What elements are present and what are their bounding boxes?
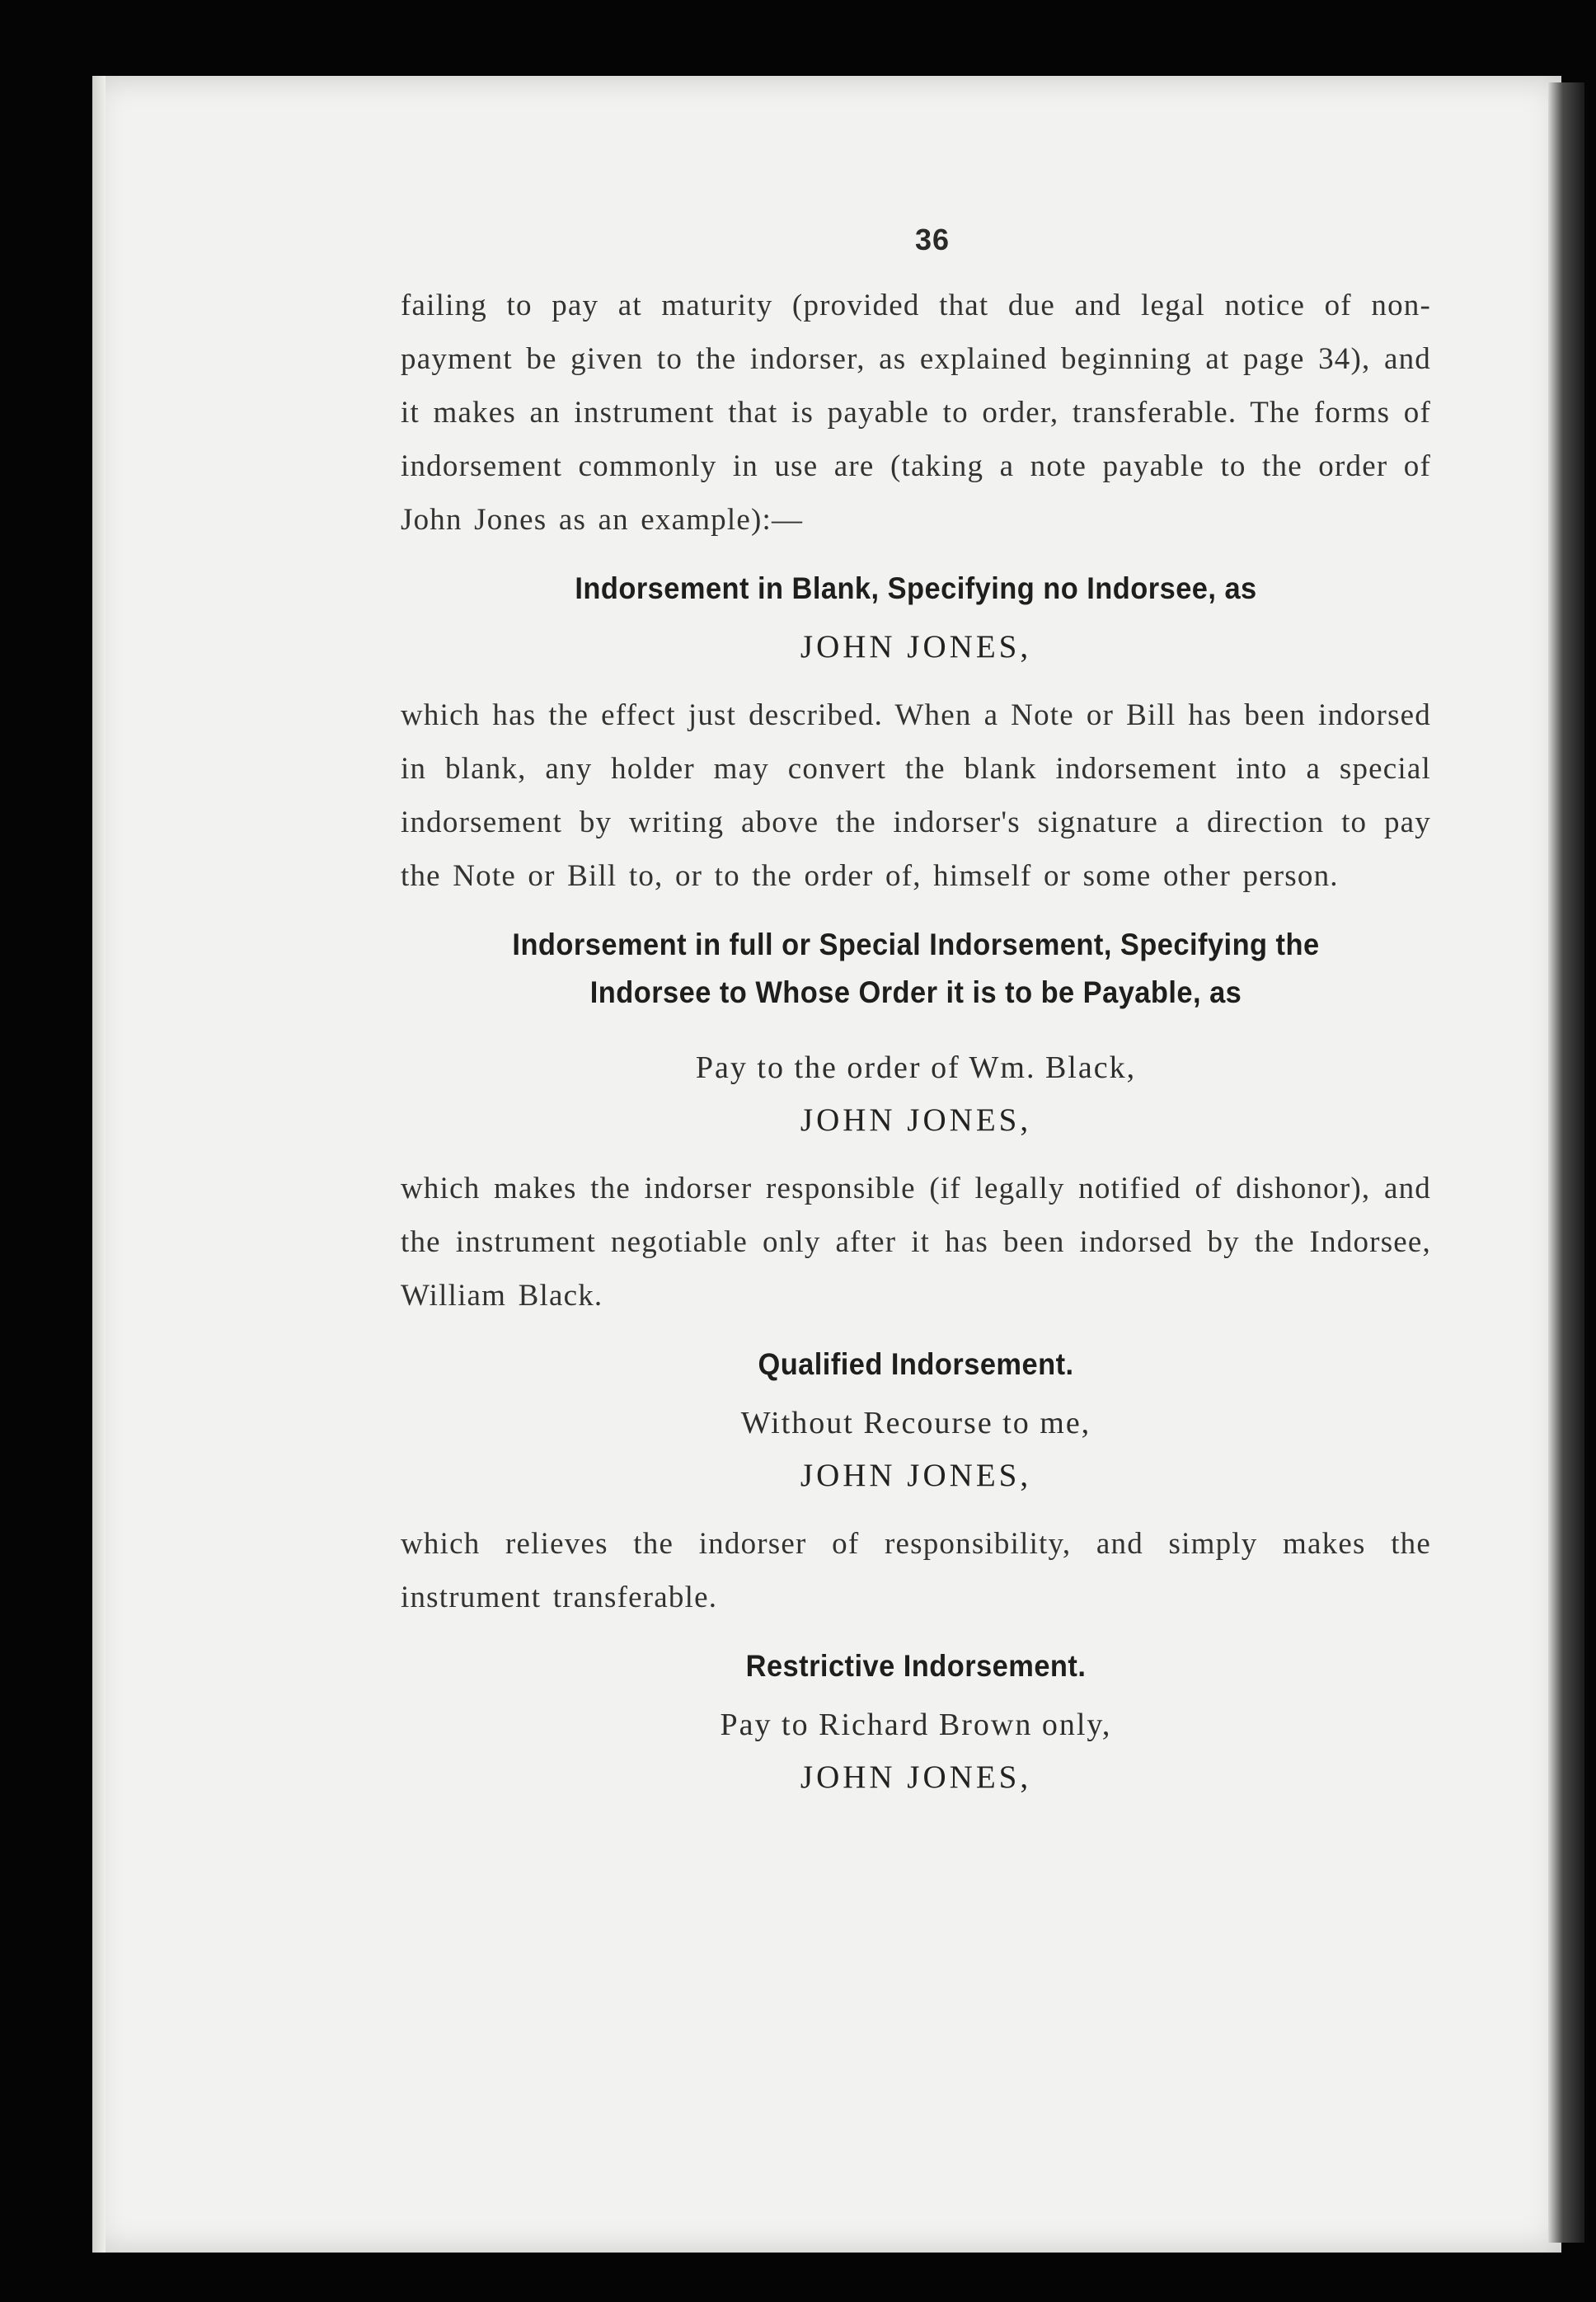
form-line-without-recourse: Without Recourse to me, xyxy=(740,1406,1091,1440)
page-number: 36 xyxy=(914,223,951,256)
signature-john-jones: JOHN JONES, xyxy=(800,1458,1032,1493)
signature-john-jones: JOHN JONES, xyxy=(800,629,1032,665)
page-right-edge xyxy=(1548,82,1584,2243)
section-qualified-indorsement xyxy=(401,1341,1431,1624)
explanation-blank: which has the effect just described. When a Note or Bill has been indorsed in blank, any holder may convert the blank indorsement into a special indorsement by writing above the indorser's signature a direction to pay the Note or Bill to, or to the order of, himself or some other person. xyxy=(401,698,1431,893)
explanation-special: which makes the indorser responsible (if legally notified of dishonor), and the instrument negotiable only after it has been indorsed by the Indorsee, William Black. xyxy=(401,1172,1431,1313)
explanation-qualified: which relieves the indorser of responsibility, and simply makes the instrument transferable. xyxy=(401,1527,1431,1614)
page-content xyxy=(401,223,1431,1819)
heading-special-indorsement-line1: Indorsement in full or Special Indorsement, Specifying the xyxy=(512,928,1320,961)
heading-qualified-indorsement: Qualified Indorsement. xyxy=(758,1347,1074,1381)
page-left-edge xyxy=(92,76,106,2253)
form-line-pay-richard-brown: Pay to Richard Brown only, xyxy=(720,1708,1112,1742)
heading-restrictive-indorsement: Restrictive Indorsement. xyxy=(745,1649,1087,1683)
signature-john-jones: JOHN JONES, xyxy=(800,1102,1032,1138)
heading-indorsement-in-blank: Indorsement in Blank, Specifying no Indorsee, as xyxy=(575,571,1257,605)
signature-john-jones: JOHN JONES, xyxy=(800,1759,1032,1795)
form-line-pay-to-order: Pay to the order of Wm. Black, xyxy=(695,1050,1137,1085)
intro-paragraph: failing to pay at maturity (provided that due and legal notice of non-payment be given to the indorser, as explained beginning at page 34), and it makes an instrument that is payable to order, transferable. The forms of indorsement commonly in use are (taking a note payable to the order of John Jones as an example):— xyxy=(401,289,1431,537)
section-special-indorsement xyxy=(401,921,1431,1322)
heading-special-indorsement-line2: Indorsee to Whose Order it is to be Payable, as xyxy=(589,975,1242,1009)
section-indorsement-in-blank xyxy=(401,565,1431,903)
section-restrictive-indorsement xyxy=(401,1642,1431,1804)
